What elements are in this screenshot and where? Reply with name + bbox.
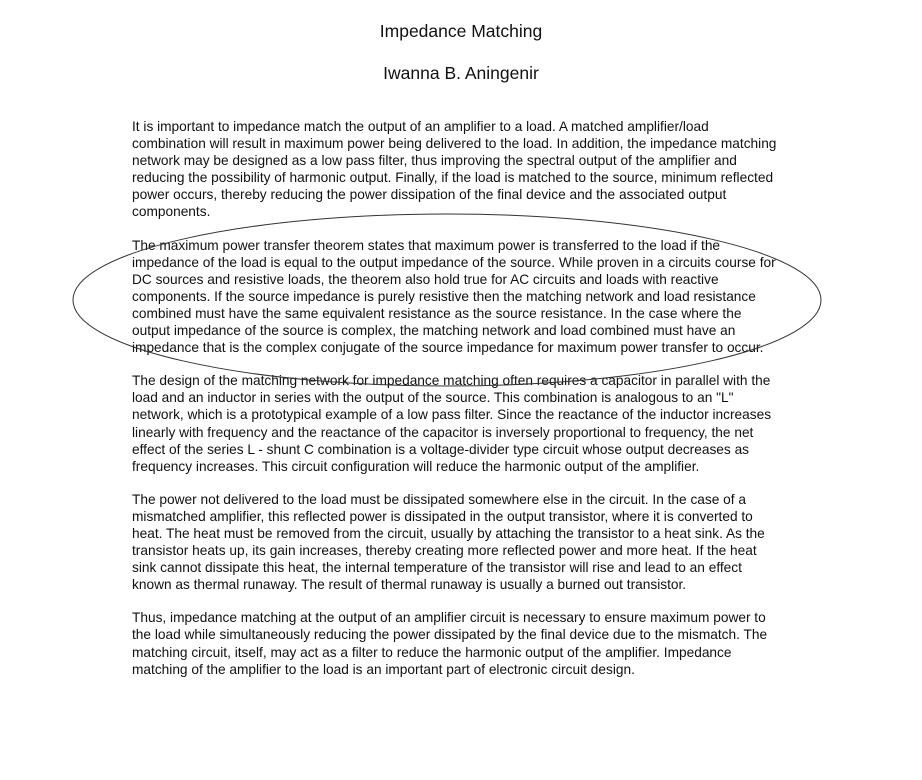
paragraph-matching-network-design: The design of the matching network for impedance matching often requires a capacitor in parallel with the load and an inductor in series with the output of the source. This combination is analogous to an "L" network, which is a prototypical example of a low pass filter. Since the reactance of the inductor increases linearly with frequency and the reactance of the capacitor is inversely proportional to frequency, the net effect of the series L - shunt C combination is a voltage-divider type circuit whose output decreases as frequency increases. This circuit configuration will reduce the harmonic output of the amplifier. xyxy=(132,373,772,474)
paragraph-max-power-theorem: The maximum power transfer theorem states that maximum power is transferred to the load if the impedance of the load is equal to the output impedance of the source. While proven in a circuits course for DC sources and resistive loads, the theorem also hold true for AC circuits and loads with reactive components. If the source impedance is purely resistive then the matching network and load resistance combined must have the same equivalent resistance as the source resistance. In the case where the output impedance of the source is complex, the matching network and load combined must have an impedance that is the complex conjugate of the source impedance for maximum power transfer to occur. xyxy=(132,237,776,356)
paragraph-conclusion: Thus, impedance matching at the output of an amplifier circuit is necessary to ensure maximum power to the load while simultaneously reducing the power dissipated by the final device due to the mismatch. The matching circuit, itself, may act as a filter to reduce the harmonic output of the amplifier. Impedance matching of the amplifier to the load is an important part of electronic circuit design. xyxy=(132,610,768,677)
document-body xyxy=(132,118,782,694)
document-author: Iwanna B. Aningenir xyxy=(383,63,539,83)
paragraph-reflected-power: The power not delivered to the load must be dissipated somewhere else in the circuit. In the case of a mismatched amplifier, this reflected power is dissipated in the output transistor, where it is converted to heat. The heat must be removed from the circuit, usually by attaching the transistor to a heat sink. As the transistor heats up, its gain increases, thereby creating more reflected power and more heat. If the heat sink cannot dissipate this heat, the internal temperature of the transistor will rise and lead to an effect known as thermal runaway. The result of thermal runaway is usually a burned out transistor. xyxy=(132,491,765,593)
document-title: Impedance Matching xyxy=(379,21,543,41)
paragraph-intro: It is important to impedance match the output of an amplifier to a load. A matched amplifier/load combination will result in maximum power being delivered to the load. In addition, the impedance matching network may be designed as a low pass filter, thus improving the spectral output of the amplifier and reducing the possibility of harmonic output. Finally, if the load is matched to the source, minimum reflected power occurs, thereby reducing the power dissipation of the final device and the associated output components. xyxy=(132,119,777,220)
